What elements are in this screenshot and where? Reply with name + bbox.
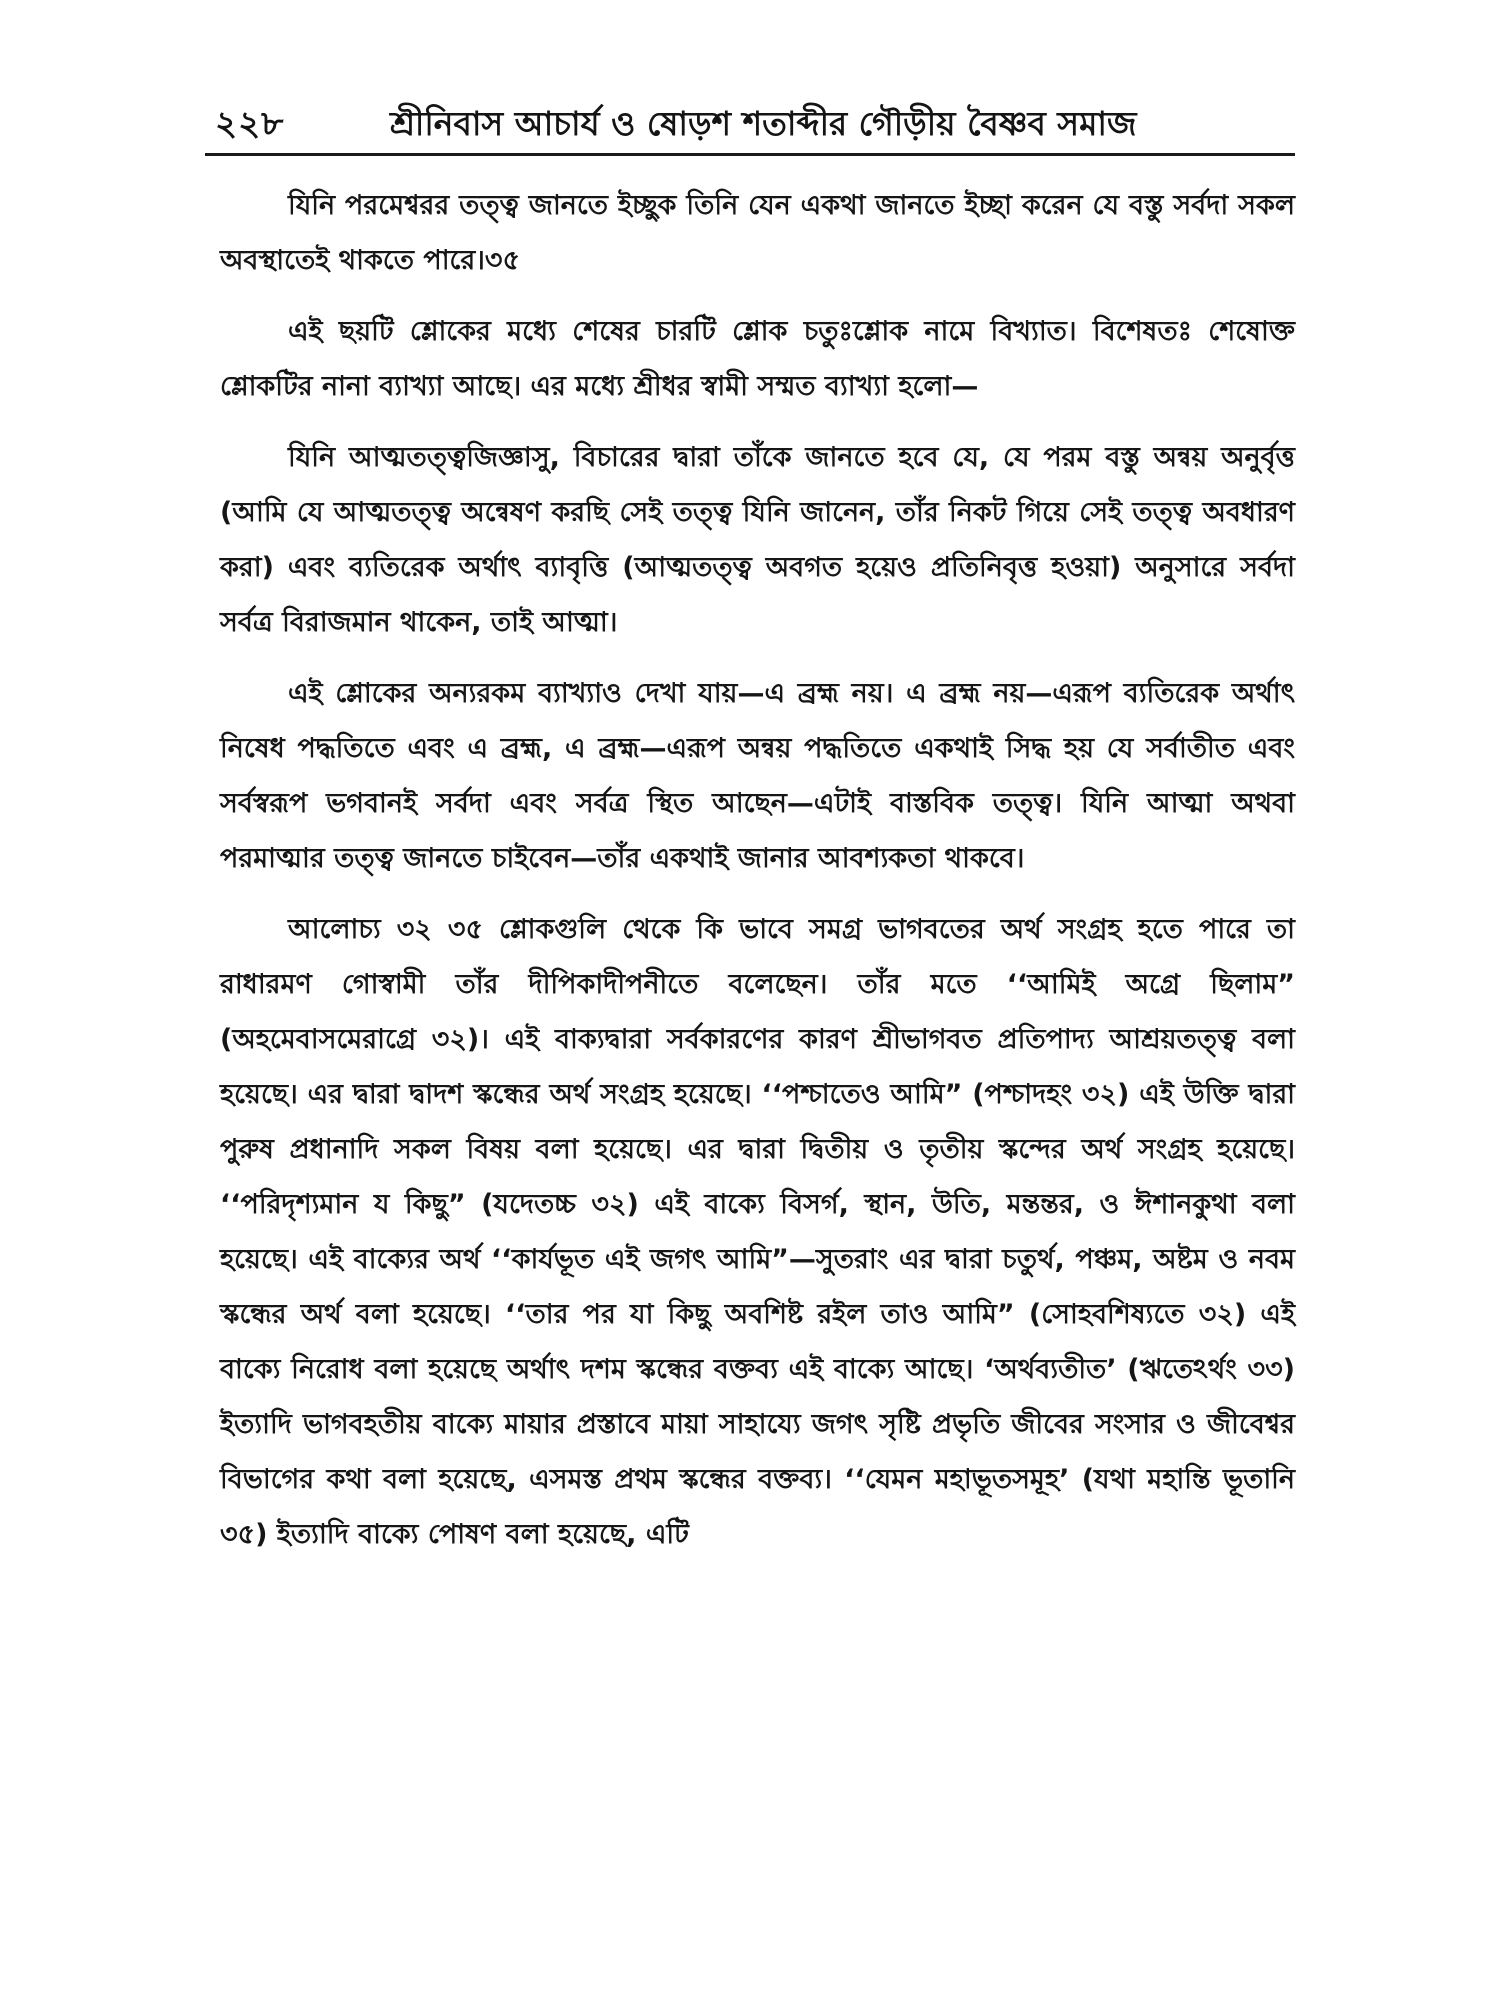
body-text [220,178,1295,1578]
paragraph-3: যিনি আত্মতত্ত্বজিজ্ঞাসু, বিচারের দ্বারা তাঁকে জানতে হবে যে, যে পরম বস্তু অন্বয় অনুর্বৃত্ত (আমি যে আত্মতত্ত্ব অন্বেষণ করছি সেই তত্ত্ব যিনি জানেন, তাঁর নিকট গিয়ে সেই তত্ত্ব অবধারণ করা) এবং ব্যতিরেক অর্থাৎ ব্যাবৃত্তি (আত্মতত্ত্ব অবগত হয়েও প্রতিনিবৃত্ত হওয়া) অনুসারে সর্বদা সর্বত্র বিরাজমান থাকেন, তাই আত্মা। [220,442,1295,638]
header-rule [205,153,1295,156]
running-title: শ্রীনিবাস আচার্য ও ষোড়শ শতাব্দীর গৌড়ীয় বৈষ্ণব সমাজ [390,104,1137,143]
page-number: ২২৮ [215,104,285,144]
paragraph-1: যিনি পরমেশ্বরর তত্ত্ব জানতে ইচ্ছুক তিনি যেন একথা জানতে ইচ্ছা করেন যে বস্তু সর্বদা সকল অবস্থাতেই থাকতে পারে।৩৫ [220,190,1295,276]
running-head [205,92,1295,152]
paragraph-4: এই শ্লোকের অন্যরকম ব্যাখ্যাও দেখা যায়—এ ব্রহ্ম নয়। এ ব্রহ্ম নয়—এরূপ ব্যতিরেক অর্থাৎ নিষেধ পদ্ধতিতে এবং এ ব্রহ্ম, এ ব্রহ্ম—এরূপ অন্বয় পদ্ধতিতে একথাই সিদ্ধ হয় যে সর্বাতীত এবং সর্বস্বরূপ ভগবানই সর্বদা এবং সর্বত্র স্থিত আছেন—এটাই বাস্তবিক তত্ত্ব। যিনি আত্মা অথবা পরমাত্মার তত্ত্ব জানতে চাইবেন—তাঁর একথাই জানার আবশ্যকতা থাকবে। [220,678,1295,874]
paragraph-5: আলোচ্য ৩২ ৩৫ শ্লোকগুলি থেকে কি ভাবে সমগ্র ভাগবতের অর্থ সংগ্রহ হতে পারে তা রাধারমণ গোস্বামী তাঁর দীপিকাদীপনীতে বলেছেন। তাঁর মতে ‘‘আমিই অগ্রে ছিলাম” (অহমেবাসমেরাগ্রে ৩২)। এই বাক্যদ্বারা সর্বকারণের কারণ শ্রীভাগবত প্রতিপাদ্য আশ্রয়তত্ত্ব বলা হয়েছে। এর দ্বারা দ্বাদশ স্কন্ধের অর্থ সংগ্রহ হয়েছে। ‘‘পশ্চাতেও আমি” (পশ্চাদহং ৩২) এই উক্তি দ্বারা পুরুষ প্রধানাদি সকল বিষয় বলা হয়েছে। এর দ্বারা দ্বিতীয় ও তৃতীয় স্কন্দের অর্থ সংগ্রহ হয়েছে। ‘‘পরিদৃশ্যমান য কিছু” (যদেতচ্চ ৩২) এই বাক্যে বিসর্গ, স্থান, উতি, মন্তন্তর, ও ঈশানকুথা বলা হয়েছে। এই বাক্যের অর্থ ‘‘কার্যভূত এই জগৎ আমি”—সুতরাং এর দ্বারা চতুর্থ, পঞ্চম, অষ্টম ও নবম স্কন্ধের অর্থ বলা হয়েছে। ‘‘তার পর যা কিছু অবশিষ্ট রইল তাও আমি” (সোহবশিষ্যতে ৩২) এই বাক্যে নিরোধ বলা হয়েছে অর্থাৎ দশম স্কন্ধের বক্তব্য এই বাক্যে আছে। ‘অর্থব্যতীত’ (ঋতেঽর্থং ৩৩) ইত্যাদি ভাগবহতীয় বাক্যে মায়ার প্রস্তাবে মায়া সাহায্যে জগৎ সৃষ্টি প্রভৃতি জীবের সংসার ও জীবেশ্বর বিভাগের কথা বলা হয়েছে, এসমস্ত প্রথম স্কন্ধের বক্তব্য। ‘‘যেমন মহাভূতসমূহ’ (যথা মহান্তি ভূতানি ৩৫) ইত্যাদি বাক্যে পোষণ বলা হয়েছে, এটি [220,914,1295,1550]
paragraph-2: এই ছয়টি শ্লোকের মধ্যে শেষের চারটি শ্লোক চতুঃশ্লোক নামে বিখ্যাত। বিশেষতঃ শেষোক্ত শ্লোকটির নানা ব্যাখ্যা আছে। এর মধ্যে শ্রীধর স্বামী সম্মত ব্যাখ্যা হলো— [220,316,1295,402]
